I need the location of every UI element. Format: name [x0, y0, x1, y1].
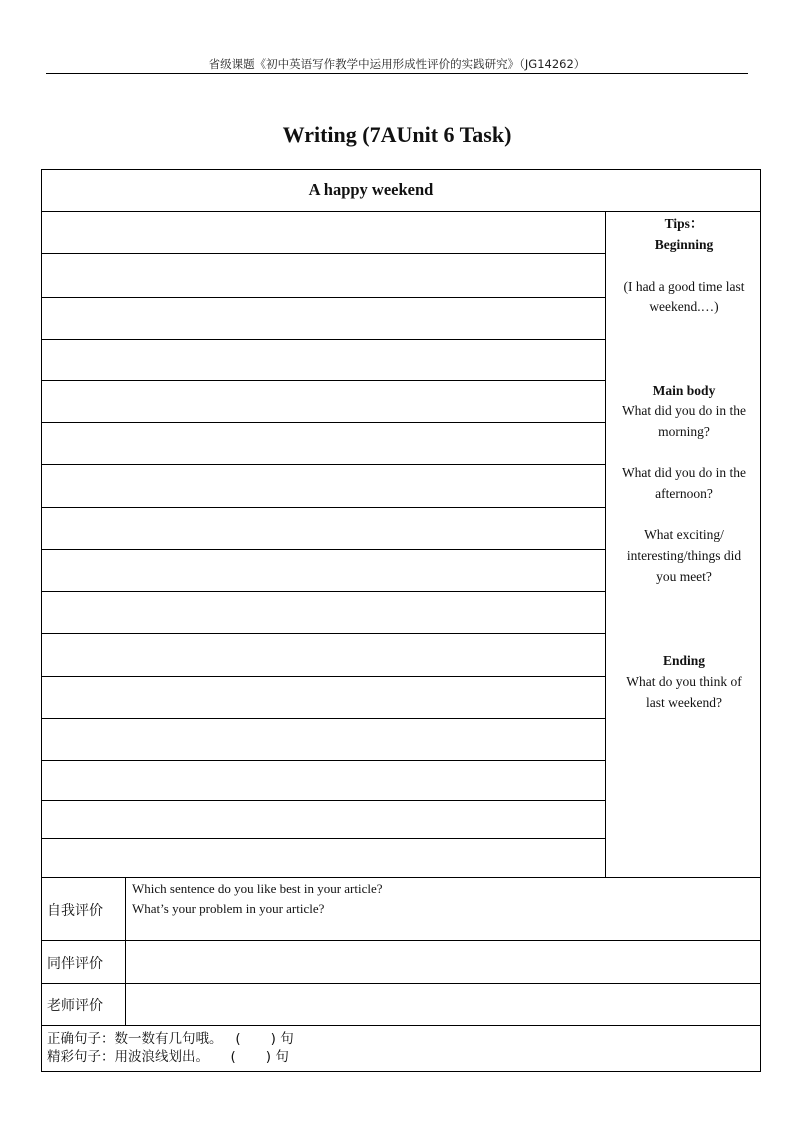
correct-sentence-count: 正确句子：数一数有几句哦。 ( ) 句: [47, 1031, 294, 1047]
evaluation-label-divider: [125, 877, 126, 1025]
writing-line[interactable]: [41, 676, 605, 677]
writing-line[interactable]: [41, 718, 605, 719]
header-text: 省级课题《初中英语写作教学中运用形成性评价的实践研究》（JG14262）: [208, 57, 586, 71]
writing-line[interactable]: [41, 760, 605, 761]
peer-evaluation-field[interactable]: [127, 942, 759, 982]
writing-line[interactable]: [41, 838, 605, 839]
teacher-evaluation-label: 老师评价: [47, 998, 103, 1014]
writing-line[interactable]: [41, 339, 605, 340]
writing-line[interactable]: [41, 253, 605, 254]
tips-body-question: interesting/things did: [626, 548, 742, 563]
tips-body-question: What did you do in the: [621, 465, 747, 480]
tips-ending-title: Ending: [662, 653, 706, 668]
peer-evaluation-label: 同伴评价: [47, 956, 103, 972]
tips-body-question: What did you do in the: [621, 403, 747, 418]
teacher-evaluation-field[interactable]: [127, 985, 759, 1024]
header-rule: [46, 73, 748, 74]
evaluation-row-rule: [41, 983, 761, 984]
wonderful-sentence-count: 精彩句子：用波浪线划出。 ( ) 句: [47, 1049, 289, 1065]
page-title: Writing (7AUnit 6 Task): [282, 122, 512, 147]
evaluation-row-rule: [41, 1025, 761, 1026]
writing-line[interactable]: [41, 800, 605, 801]
evaluation-row-rule: [41, 940, 761, 941]
subject-title: A happy weekend: [308, 180, 434, 199]
tips-body-question: morning?: [658, 424, 710, 439]
tips-heading: Tips：: [664, 216, 704, 231]
tips-body-question: you meet?: [656, 569, 712, 584]
self-evaluation-label: 自我评价: [47, 903, 103, 919]
writing-line[interactable]: [41, 591, 605, 592]
tips-beginning-line: (I had a good time last: [623, 279, 745, 294]
writing-line[interactable]: [41, 464, 605, 465]
tips-beginning-title: Beginning: [654, 237, 714, 252]
tips-ending-line: last weekend?: [645, 695, 723, 710]
tips-body-question: What exciting/: [644, 527, 724, 542]
tips-ending-line: What do you think of: [626, 674, 742, 689]
subject-row-rule: [41, 211, 761, 212]
writing-line[interactable]: [41, 633, 605, 634]
tips-body-question: afternoon?: [655, 486, 713, 501]
evaluation-top-rule: [41, 877, 761, 878]
self-evaluation-question: What’s your problem in your article?: [132, 901, 325, 916]
writing-line[interactable]: [41, 507, 605, 508]
writing-line[interactable]: [41, 380, 605, 381]
writing-line[interactable]: [41, 297, 605, 298]
writing-line[interactable]: [41, 422, 605, 423]
tips-body-title: Main body: [652, 383, 716, 398]
tips-beginning-line: weekend.…): [649, 299, 719, 314]
self-evaluation-question: Which sentence do you like best in your article?: [132, 881, 383, 896]
writing-line[interactable]: [41, 549, 605, 550]
